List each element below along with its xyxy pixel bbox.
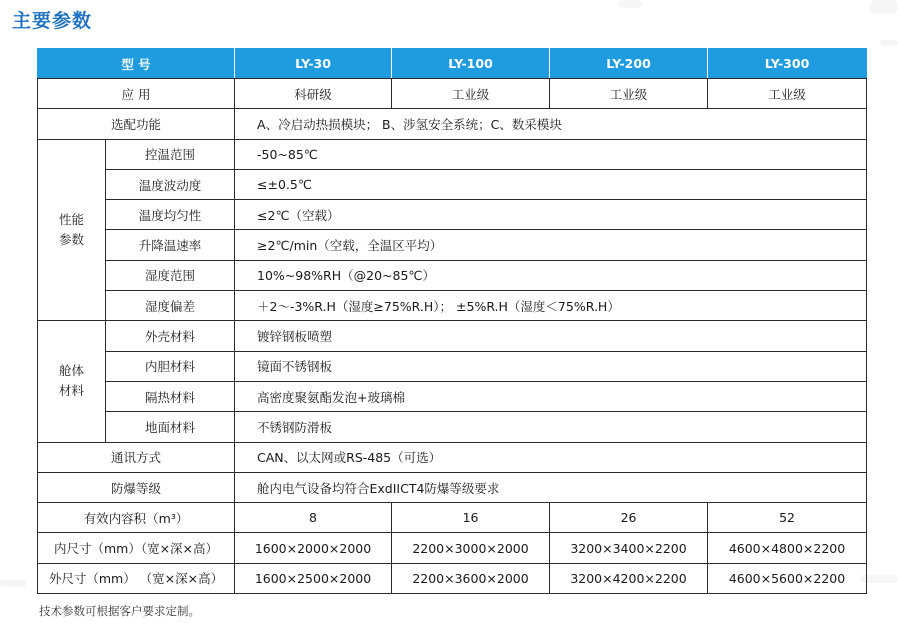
row-label: 内尺寸（mm）（宽×深×高）: [38, 533, 235, 563]
row-label: 防爆等级: [38, 472, 235, 502]
cell-value: 1600×2000×2000: [235, 533, 392, 563]
table-row: [38, 79, 867, 109]
cell-value: 高密度聚氨酯发泡+玻璃棉: [235, 381, 867, 411]
cell-value: 1600×2500×2000: [235, 563, 392, 593]
row-label: 温度均匀性: [106, 200, 235, 230]
row-label: 应 用: [38, 79, 235, 109]
table-row: [38, 169, 867, 199]
row-label: 温度波动度: [106, 169, 235, 199]
cell-value: 工业级: [708, 79, 867, 109]
row-label: 地面材料: [106, 412, 235, 442]
table-row: [38, 412, 867, 442]
cell-value: -50~85℃: [235, 139, 867, 169]
table-row: [38, 260, 867, 290]
table-row: [38, 291, 867, 321]
group-label-materials: [38, 321, 106, 442]
table-row: [38, 503, 867, 533]
header-model-label: 型 号: [38, 49, 235, 79]
cell-value: 16: [392, 503, 550, 533]
cell-value: CAN、以太网或RS-485（可选）: [235, 442, 867, 472]
cell-value: 52: [708, 503, 867, 533]
table-row: [38, 442, 867, 472]
table-row: [38, 200, 867, 230]
row-label: 通讯方式: [38, 442, 235, 472]
row-label: 外尺寸（mm） （宽×深×高）: [38, 563, 235, 593]
row-label: 内胆材料: [106, 351, 235, 381]
cell-value: ≤2℃（空载）: [235, 200, 867, 230]
header-model: LY-200: [550, 49, 708, 79]
row-label: 外壳材料: [106, 321, 235, 351]
cell-value: ＋2～-3%R.H（湿度≥75%R.H）； ±5%R.H（湿度＜75%R.H）: [235, 291, 867, 321]
header-model: LY-300: [708, 49, 867, 79]
cell-value: 镜面不锈钢板: [235, 351, 867, 381]
group-label-performance: [38, 139, 106, 321]
row-label: 湿度偏差: [106, 291, 235, 321]
spec-table: [37, 48, 867, 594]
group-label-line: 性能: [58, 211, 84, 227]
cell-value: A、冷启动热损模块； B、涉氢安全系统；C、数采模块: [235, 109, 867, 139]
header-model: LY-100: [392, 49, 550, 79]
cell-value: 不锈钢防滑板: [235, 412, 867, 442]
cell-value: 舱内电气设备均符合ExdIICT4防爆等级要求: [235, 472, 867, 502]
table-header-row: [38, 49, 867, 79]
cell-value: 2200×3000×2000: [392, 533, 550, 563]
cell-value: 2200×3600×2000: [392, 563, 550, 593]
page-title: 主要参数: [12, 10, 93, 32]
row-label: 有效内容积（m³）: [38, 503, 235, 533]
table-row: [38, 381, 867, 411]
cell-value: 镀锌钢板喷塑: [235, 321, 867, 351]
cell-value: 8: [235, 503, 392, 533]
cell-value: 科研级: [235, 79, 392, 109]
cell-value: 4600×4800×2200: [708, 533, 867, 563]
row-label: 隔热材料: [106, 381, 235, 411]
cell-value: 4600×5600×2200: [708, 563, 867, 593]
row-label: 控温范围: [106, 139, 235, 169]
table-row: [38, 139, 867, 169]
cell-value: 3200×4200×2200: [550, 563, 708, 593]
table-row: [38, 563, 867, 593]
row-label: 选配功能: [38, 109, 235, 139]
table-row: [38, 472, 867, 502]
header-model: LY-30: [235, 49, 392, 79]
cell-value: ≤±0.5℃: [235, 169, 867, 199]
table-row: [38, 351, 867, 381]
cell-value: 26: [550, 503, 708, 533]
cell-value: 10%~98%RH（@20~85℃）: [235, 260, 867, 290]
cell-value: 工业级: [392, 79, 550, 109]
cell-value: 工业级: [550, 79, 708, 109]
group-label-line: 舱体: [58, 363, 84, 379]
table-row: [38, 321, 867, 351]
table-row: [38, 230, 867, 260]
group-label-line: 参数: [58, 231, 84, 247]
table-row: [38, 533, 867, 563]
row-label: 升降温速率: [106, 230, 235, 260]
group-label-line: 材料: [58, 383, 84, 399]
row-label: 湿度范围: [106, 260, 235, 290]
cell-value: 3200×3400×2200: [550, 533, 708, 563]
cell-value: ≥2℃/min（空载，全温区平均）: [235, 230, 867, 260]
footnote: 技术参数可根据客户要求定制。: [39, 604, 200, 618]
table-row: [38, 109, 867, 139]
